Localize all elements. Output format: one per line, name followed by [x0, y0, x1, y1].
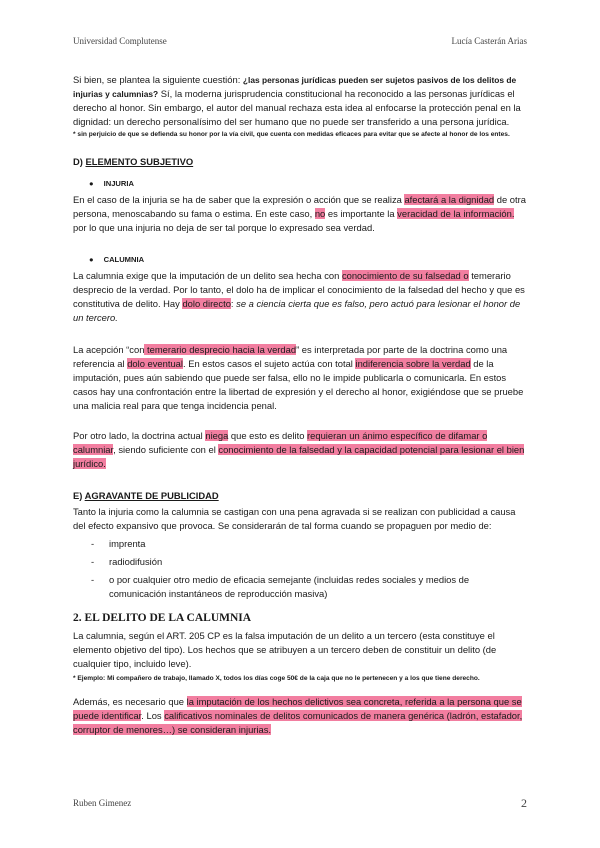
header-university: Universidad Complutense	[73, 36, 167, 46]
highlight: niega	[205, 430, 229, 441]
bullet-calumnia	[89, 253, 528, 267]
text: En el caso de la injuria se ha de saber que la expresión o acción que se realiza	[73, 194, 405, 205]
highlight: requieran un ánimo específico de difamar o calumniar	[73, 430, 488, 455]
text: ” es interpretada por parte de la doctrina como una referencia al	[73, 344, 508, 369]
bullet-icon: ●	[89, 179, 94, 188]
section-d-prefix: D)	[73, 156, 86, 167]
text: temerario desprecio de la verdad. Por lo tanto, el dolo ha de implicar el conocimiento de la falsedad del hecho y que es constitutiva de delito. Hay	[73, 270, 525, 309]
highlight: conocimiento de su falsedad o	[341, 270, 469, 281]
example-note: * Ejemplo: Mi compañero de trabajo, llamado X, todos los días coge 50€ de la caja que no le pertenecen y a los que tiene derecho.	[73, 675, 480, 682]
publicidad-paragraph: Tanto la injuria como la calumnia se castigan con una pena agravada si se realizan con publicidad a causa del efecto expansivo que provoca. Se considerarán de tal forma cuando se propaguen por medio de:	[73, 506, 516, 531]
highlight: conocimiento de la falsedad y la capacidad potencial para lesionar el bien jurídico.	[73, 444, 525, 469]
list-item-text: o por cualquier otro medio de eficacia semejante (incluidas redes sociales y medios de comunicación instantáneos de reproducción masiva)	[109, 574, 470, 599]
text: Además, es necesario que	[73, 696, 187, 707]
intro-note: * sin perjuicio de que se defienda su honor por la vía civil, que cuenta con medidas eficaces para evitar que se afecte al honor de los entes.	[73, 131, 510, 138]
calumnia-definition: La calumnia, según el ART. 205 CP es la falsa imputación de un delito a un tercero (esta constituye el elemento objetivo del tipo). Los hechos que se atribuyen a un tercero deben de constituir un delito (de cualquier tipo, incluido leve).	[73, 630, 497, 669]
page-footer	[73, 798, 527, 808]
text: , siendo suficiente con el	[113, 444, 219, 455]
dash-marker: -	[91, 556, 95, 567]
text: Por otro lado, la doctrina actual	[73, 430, 206, 441]
highlight: dolo directo	[182, 298, 231, 309]
bullet-calumnia-label: CALUMNIA	[103, 255, 145, 264]
calumnia-paragraph	[73, 269, 528, 325]
highlight: veracidad de la información.	[397, 208, 515, 219]
doctrina-paragraph	[73, 429, 528, 471]
section-e-prefix: E)	[73, 490, 85, 501]
highlight: temerario desprecio hacia la verdad	[144, 344, 297, 355]
bullet-injuria-label: INJURIA	[103, 179, 134, 188]
text: por lo que una injuria no deja de ser tal porque lo expresado sea verdad.	[73, 222, 375, 233]
intro-paragraph	[73, 73, 528, 129]
concreta-paragraph	[73, 695, 528, 737]
section-d-heading	[73, 155, 528, 169]
list-item	[73, 537, 528, 551]
dash-marker: -	[91, 538, 95, 549]
header-author: Lucía Casterán Arias	[451, 36, 527, 46]
text: . Los	[141, 710, 165, 721]
section-e-title: AGRAVANTE DE PUBLICIDAD	[84, 490, 219, 501]
highlight: afectará a la dignidad	[404, 194, 495, 205]
text: :	[230, 298, 237, 309]
injuria-paragraph	[73, 193, 528, 235]
intro-text: Si bien, se plantea la siguiente cuestión:	[73, 74, 243, 85]
page-number: 2	[521, 796, 527, 810]
text: La calumnia exige que la imputación de un delito sea hecha con	[73, 270, 342, 281]
footer-author: Ruben Gimenez	[73, 798, 132, 808]
list-item-text: radiodifusión	[109, 556, 163, 567]
text: de la imputación, pues aún sabiendo que puede ser falsa, ello no le impide publicarla o comunicarla. En estos casos hay una confrontación entre la libertad de expresión y el derecho al honor, exigiéndose que se pruebe una malicia real para que tenga incidencia penal.	[73, 358, 524, 411]
highlight: indiferencia sobre la verdad	[355, 358, 471, 369]
page-content	[73, 73, 528, 737]
highlight: la imputación de los hechos delictivos sea concreta, referida a la persona que se puede identificar	[73, 696, 522, 721]
bullet-injuria	[89, 177, 528, 191]
text: de otra persona, menoscabando su fama o estima. En este caso,	[73, 194, 526, 219]
text: . En estos casos el sujeto actúa con total	[182, 358, 356, 369]
section-2-title: 2. EL DELITO DE LA CALUMNIA	[73, 612, 252, 624]
section-e-heading	[73, 489, 528, 503]
highlight: no	[314, 208, 326, 219]
media-list	[73, 537, 528, 601]
eventual-paragraph	[73, 343, 528, 413]
page-header	[73, 36, 527, 46]
intro-answer: Sí, la moderna jurisprudencia constitucional ha reconocido a las personas jurídicas el derecho al honor. Sin embargo, el autor del manual rechaza esta idea al enfocarse la protección penal en la dignidad: un derecho personalísimo del ser humano que no puede ser transferido a una persona jurídica.	[73, 88, 521, 127]
italic-text: se a ciencia cierta que es falso, pero actuó para lesionar el honor de un tercero.	[73, 298, 521, 323]
intro-question: ¿las personas jurídicas pueden ser sujetos pasivos de los delitos de injurias y calumnias?	[73, 75, 517, 99]
highlight: calificativos nominales de delitos comunicados de manera genérica (ladrón, estafador, corruptor de menores…) se consideran injurias.	[73, 710, 523, 735]
dash-marker: -	[91, 574, 95, 585]
list-item-text: imprenta	[109, 538, 146, 549]
text: La acepción “con	[73, 344, 145, 355]
list-item	[73, 555, 528, 569]
highlight: dolo eventual	[127, 358, 183, 369]
text: es importante la	[325, 208, 398, 219]
bullet-icon: ●	[89, 255, 94, 264]
list-item	[73, 573, 528, 601]
section-d-title: ELEMENTO SUBJETIVO	[85, 156, 194, 167]
text: que esto es delito	[228, 430, 308, 441]
